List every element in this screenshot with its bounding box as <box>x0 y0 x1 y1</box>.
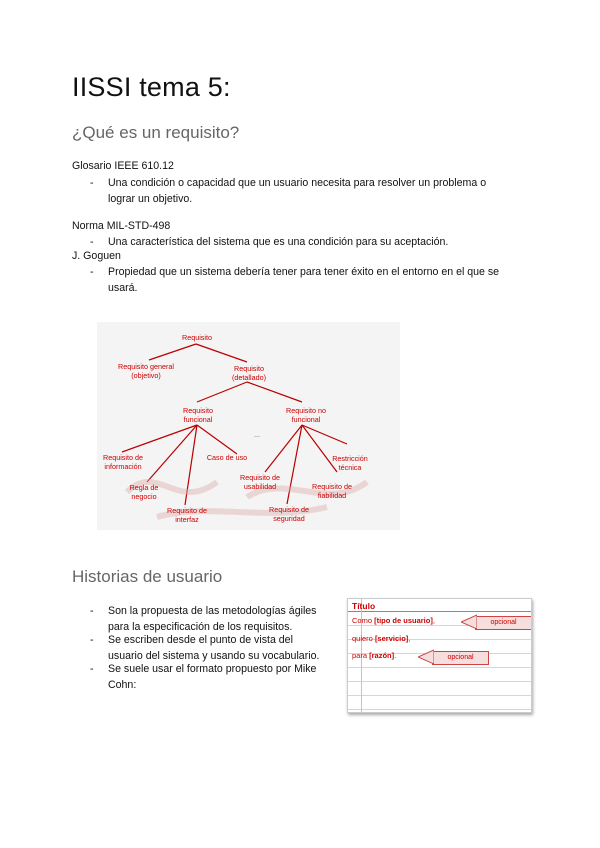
def-source-ieee: Glosario IEEE 610.12 <box>72 160 174 172</box>
tree-node-fiabilidad: Requisito de fiabilidad <box>312 482 352 500</box>
optional-tag-2: opcional <box>432 651 489 665</box>
card-title: Título <box>352 601 376 611</box>
tree-node-seguridad: Requisito de seguridad <box>269 505 309 523</box>
tree-node-casouso: Caso de uso <box>206 453 248 462</box>
arrow-left-icon <box>418 649 434 665</box>
bullet-dash: - <box>90 663 94 675</box>
def-bullet-goguen: - Propiedad que un sistema debería tener para tener éxito en el entorno en el que se usará. <box>90 266 500 294</box>
bullet-dash: - <box>90 177 94 189</box>
tree-ellipsis: ... <box>254 430 260 439</box>
tree-node-negocio: Regla de negocio <box>129 483 159 501</box>
tree-node-informacion: Requisito de información <box>103 453 143 471</box>
requirements-tree-diagram <box>97 322 400 530</box>
tree-node-usabilidad: Requisito de usabilidad <box>240 473 280 491</box>
tree-node-funcional: Requisito funcional <box>183 406 213 424</box>
tree-node-tecnica: Restricción técnica <box>332 454 368 472</box>
historias-bullet-1: - Son la propuesta de las metodologías ágiles para la especificación de los requisitos. <box>90 605 317 633</box>
tree-node-interfaz: Requisito de interfaz <box>167 506 207 524</box>
user-story-card <box>347 598 532 713</box>
tree-node-root: Requisito <box>182 333 212 342</box>
tree-node-detallado: Requisito (detallado) <box>232 364 266 382</box>
bullet-dash: - <box>90 634 94 646</box>
def-source-goguen: J. Goguen <box>72 250 121 262</box>
def-bullet-mil: - Una característica del sistema que es una condición para su aceptación. <box>90 236 449 248</box>
tree-node-nofuncional: Requisito no funcional <box>286 406 326 424</box>
section-heading-historias: Historias de usuario <box>72 567 223 586</box>
def-bullet-ieee: - Una condición o capacidad que un usuario necesita para resolver un problema o lograr un objetivo. <box>90 177 487 205</box>
card-line-quiero: quiero [servicio], <box>352 634 411 643</box>
optional-tag-1: opcional <box>475 616 532 630</box>
page-title: IISSI tema 5: <box>72 72 231 102</box>
arrow-left-icon <box>461 614 477 630</box>
card-line-como: Como [tipo de usuario], <box>352 616 435 625</box>
def-source-mil: Norma MIL-STD-498 <box>72 220 171 232</box>
section-heading-requisito: ¿Qué es un requisito? <box>72 123 240 142</box>
historias-bullet-3: - Se suele usar el formato propuesto por Mike Cohn: <box>90 663 317 691</box>
card-line-para: para [razón]. <box>352 651 397 660</box>
tree-node-general: Requisito general (objetivo) <box>118 362 174 380</box>
historias-bullet-2: - Se escriben desde el punto de vista del usuario del sistema y usando su vocabulario. <box>90 634 320 662</box>
bullet-dash: - <box>90 266 94 278</box>
bullet-dash: - <box>90 236 94 248</box>
bullet-dash: - <box>90 605 94 617</box>
